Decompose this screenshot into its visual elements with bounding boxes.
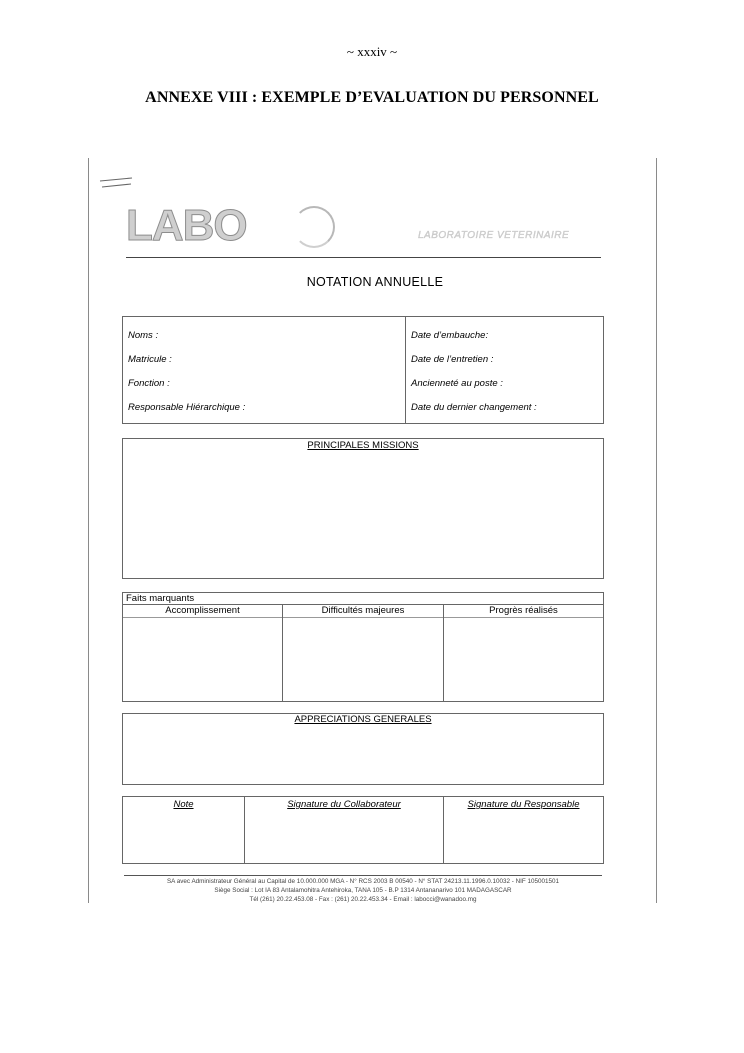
scan-edge-right	[656, 158, 657, 903]
sig-note: Note	[173, 799, 194, 810]
col-progres: Progrès réalisés	[489, 605, 558, 616]
identity-divider	[405, 317, 406, 423]
form-title: NOTATION ANNUELLE	[306, 275, 444, 289]
header-rule	[126, 257, 601, 258]
footer-rule	[124, 875, 602, 876]
missions-title: PRINCIPALES MISSIONS	[307, 440, 419, 451]
annex-title: ANNEXE VIII : EXEMPLE D’EVALUATION DU PERSONNEL	[145, 89, 599, 106]
handwritten-mark-icon	[98, 175, 134, 189]
company-logo: LABO	[126, 201, 247, 250]
faits-marquants-box	[122, 592, 604, 702]
appreciations-title: APPRECIATIONS GENERALES	[294, 714, 432, 725]
field-matricule: Matricule :	[128, 354, 172, 365]
field-noms: Noms :	[128, 330, 159, 341]
faits-header-rule	[123, 617, 603, 618]
faits-col-divider	[282, 604, 283, 701]
appreciations-box	[122, 713, 604, 785]
footer-line-3: Tél (261) 20.22.453.08 - Fax : (261) 20.22.453.34 - Email : labocci@wanadoo.mg	[249, 896, 477, 903]
sig-responsable: Signature du Responsable	[467, 799, 580, 810]
footer-line-1: SA avec Administrateur Général au Capital de 10.000.000 MGA - N° RCS 2003 B 00540 - N° STAT 24213.11.1996.0.10032 - NIF 105001501	[166, 878, 560, 885]
page-number: ~ xxxiv ~	[346, 44, 398, 59]
field-date-entretien: Date de l’entretien :	[411, 354, 494, 365]
field-date-changement: Date du dernier changement :	[411, 402, 537, 413]
col-accomplissement: Accomplissement	[165, 605, 240, 616]
sig-collaborateur: Signature du Collaborateur	[287, 799, 401, 810]
field-date-embauche: Date d’embauche:	[411, 330, 489, 341]
footer-line-2: Siège Social : Lot IA 83 Antalamohitra Antehiroka, TANA 105 - B.P 1314 Antananarivo 101 MADAGASCAR	[214, 887, 512, 894]
signature-box	[122, 796, 604, 864]
scan-edge-left	[88, 158, 89, 903]
field-responsable: Responsable Hiérarchique :	[128, 402, 246, 413]
faits-col-divider	[443, 604, 444, 701]
faits-label: Faits marquants	[126, 593, 195, 604]
scanned-form	[88, 158, 662, 906]
missions-box	[122, 438, 604, 579]
field-fonction: Fonction :	[128, 378, 170, 389]
identity-box	[122, 316, 604, 424]
field-anciennete: Ancienneté au poste :	[411, 378, 503, 389]
logo-tagline: LABORATOIRE VETERINAIRE	[418, 230, 570, 241]
col-difficultes: Difficultés majeures	[321, 605, 405, 616]
logo-ring-icon	[293, 206, 335, 248]
